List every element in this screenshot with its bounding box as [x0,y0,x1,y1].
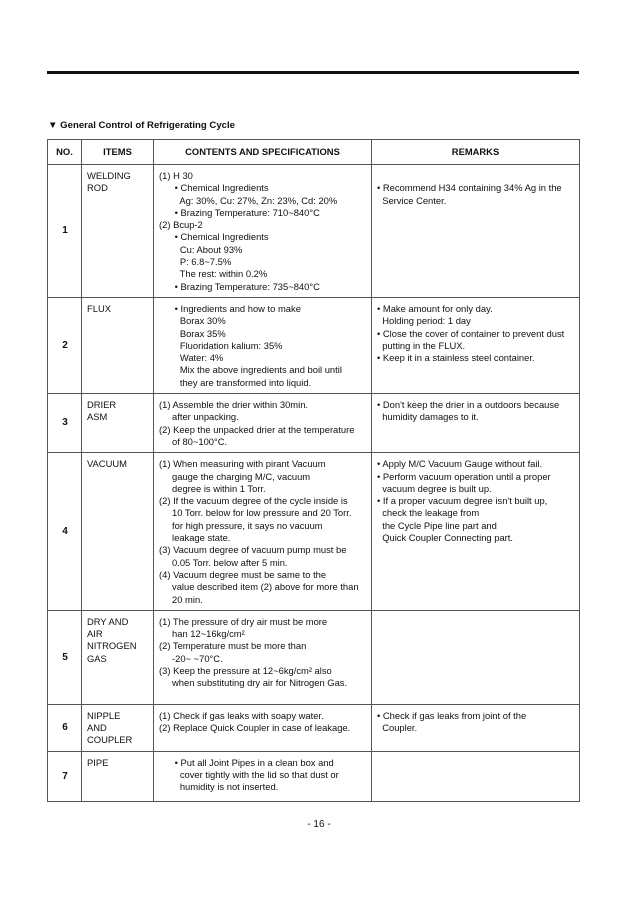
contents-line: of 80~100°C. [159,435,228,447]
row-contents-cell [154,704,372,751]
contents-line: (2) Replace Quick Coupler in case of leakage. [159,722,351,734]
contents-line: (3) Vacuum degree of vacuum pump must be [159,544,347,556]
item-line: FLUX [87,302,111,314]
row-contents-cell [154,610,372,704]
row-remarks-cell [372,704,580,751]
item-line: VACUUM [87,458,127,470]
table-row [48,751,580,801]
section-title: ▼ General Control of Refrigerating Cycle [48,120,236,131]
remarks-line: • Perform vacuum operation until a proper [377,470,551,482]
item-line: GAS [87,652,107,664]
contents-line: (1) Check if gas leaks with soapy water. [159,709,324,721]
header-no: NO. [48,140,82,165]
contents-line: The rest: within 0.2% [159,268,268,280]
contents-line: (1) Assemble the drier within 30min. [159,399,309,411]
remarks-line: putting in the FLUX. [377,339,466,351]
remarks-line: • If a proper vacuum degree isn't built up, [377,495,548,507]
contents-line: gauge the charging M/C, vacuum [159,470,311,482]
row-remarks-cell [372,394,580,453]
contents-line: 0.05 Torr. below after 5 min. [159,556,288,568]
table-body [48,165,580,802]
table-header-row [48,140,580,165]
remarks-line: • Apply M/C Vacuum Gauge without fail. [377,458,543,470]
contents-line: degree is within 1 Torr. [159,482,266,494]
remarks-line: • Recommend H34 containing 34% Ag in the [377,182,562,194]
contents-line: -20~ ~70°C. [159,652,223,664]
item-line: WELDING [87,170,131,181]
contents-line: Cu: About 93% [159,243,243,255]
contents-line: (1) When measuring with pirant Vacuum [159,458,326,470]
remarks-line: humidity damages to it. [377,411,479,423]
row-item-cell [82,751,154,801]
header-items: ITEMS [82,140,154,165]
contents-line: Borax 35% [159,327,226,339]
contents-line: Mix the above ingredients and boil until [159,364,342,376]
row-number: 7 [48,751,82,801]
contents-line: • Put all Joint Pipes in a clean box and [159,756,334,768]
contents-line: (2) Bcup-2 [159,219,203,231]
contents-line: for high pressure, it says no vacuum [159,519,323,531]
contents-line: Ag: 30%, Cu: 27%, Zn: 23%, Cd: 20% [159,194,338,206]
contents-line: (4) Vacuum degree must be same to the [159,568,327,580]
contents-line: (1) The pressure of dry air must be more [159,615,328,627]
row-contents-cell [154,751,372,801]
header-contents: CONTENTS AND SPECIFICATIONS [154,140,372,165]
row-contents-cell [154,453,372,611]
contents-line: after unpacking. [159,411,239,423]
contents-line: 20 min. [159,593,203,605]
contents-line: Water: 4% [159,352,224,364]
table-row [48,610,580,704]
row-number: 5 [48,610,82,704]
contents-line: (2) Temperature must be more than [159,640,307,652]
header-remarks: REMARKS [372,140,580,165]
item-line: DRY AND [87,615,129,627]
contents-line: Borax 30% [159,315,226,327]
remarks-line: • Close the cover of container to prevent dust [377,327,565,339]
refrigerating-cycle-table [47,139,580,802]
row-remarks-cell [372,610,580,704]
remarks-line: • Make amount for only day. [377,302,493,314]
row-contents-cell [154,394,372,453]
remarks-line [377,170,575,182]
row-item-cell [82,394,154,453]
table-row [48,394,580,453]
row-number: 3 [48,394,82,453]
contents-line: value described item (2) above for more than [159,581,359,593]
remarks-line: • Check if gas leaks from joint of the [377,709,527,721]
item-line: COUPLER [87,734,133,746]
contents-line: • Chemical Ingredients [159,182,269,194]
contents-line: leakage state. [159,532,231,544]
item-line: NITROGEN [87,640,137,652]
row-number: 6 [48,704,82,751]
header-rule [47,71,579,74]
remarks-line: check the leakage from [377,507,480,519]
row-item-cell [82,165,154,298]
row-item-cell [82,453,154,611]
item-line: PIPE [87,756,109,768]
table-row [48,297,580,393]
contents-line: 10 Torr. below for low pressure and 20 Torr. [159,507,352,519]
contents-line: (3) Keep the pressure at 12~6kg/cm² also [159,664,332,676]
row-contents-cell [154,165,372,298]
contents-line: cover tightly with the lid so that dust or [159,768,339,780]
contents-line: (1) H 30 [159,170,193,181]
contents-line: they are transformed into liquid. [159,376,312,388]
contents-line: P: 6.8~7.5% [159,256,232,268]
row-item-cell [82,610,154,704]
contents-line: humidity is not inserted. [159,781,279,793]
row-contents-cell [154,297,372,393]
remarks-line: Service Center. [377,194,447,206]
item-line: AIR [87,628,103,640]
table-row [48,704,580,751]
item-line: ROD [87,182,108,194]
row-number: 2 [48,297,82,393]
remarks-line: Coupler. [377,722,418,734]
contents-line: • Ingredients and how to make [159,302,301,314]
row-remarks-cell [372,751,580,801]
item-line: ASM [87,411,108,423]
row-remarks-cell [372,453,580,611]
row-remarks-cell [372,297,580,393]
contents-line: when substituting dry air for Nitrogen Gas. [159,677,348,689]
row-remarks-cell [372,165,580,298]
remarks-line: • Keep it in a stainless steel container. [377,352,535,364]
remarks-line: the Cycle Pipe line part and [377,519,497,531]
item-line: NIPPLE [87,709,121,721]
contents-line: Fluoridation kalium: 35% [159,339,283,351]
page-number: - 16 - [307,819,331,830]
row-number: 1 [48,165,82,298]
item-line: DRIER [87,399,117,411]
remarks-line: Quick Coupler Connecting part. [377,532,514,544]
contents-line: han 12~16kg/cm² [159,628,245,640]
contents-line: (2) If the vacuum degree of the cycle inside is [159,495,348,507]
table-row [48,453,580,611]
contents-line: • Chemical Ingredients [159,231,269,243]
remarks-line: • Don't keep the drier in a outdoors because [377,399,560,411]
contents-line: • Brazing Temperature: 735~840°C [159,280,320,292]
row-number: 4 [48,453,82,611]
item-line: AND [87,722,107,734]
remarks-line: Holding period: 1 day [377,315,471,327]
contents-line: (2) Keep the unpacked drier at the temperature [159,423,355,435]
table-row [48,165,580,298]
contents-line: • Brazing Temperature: 710~840°C [159,206,320,218]
remarks-line: vacuum degree is built up. [377,482,492,494]
row-item-cell [82,704,154,751]
row-item-cell [82,297,154,393]
